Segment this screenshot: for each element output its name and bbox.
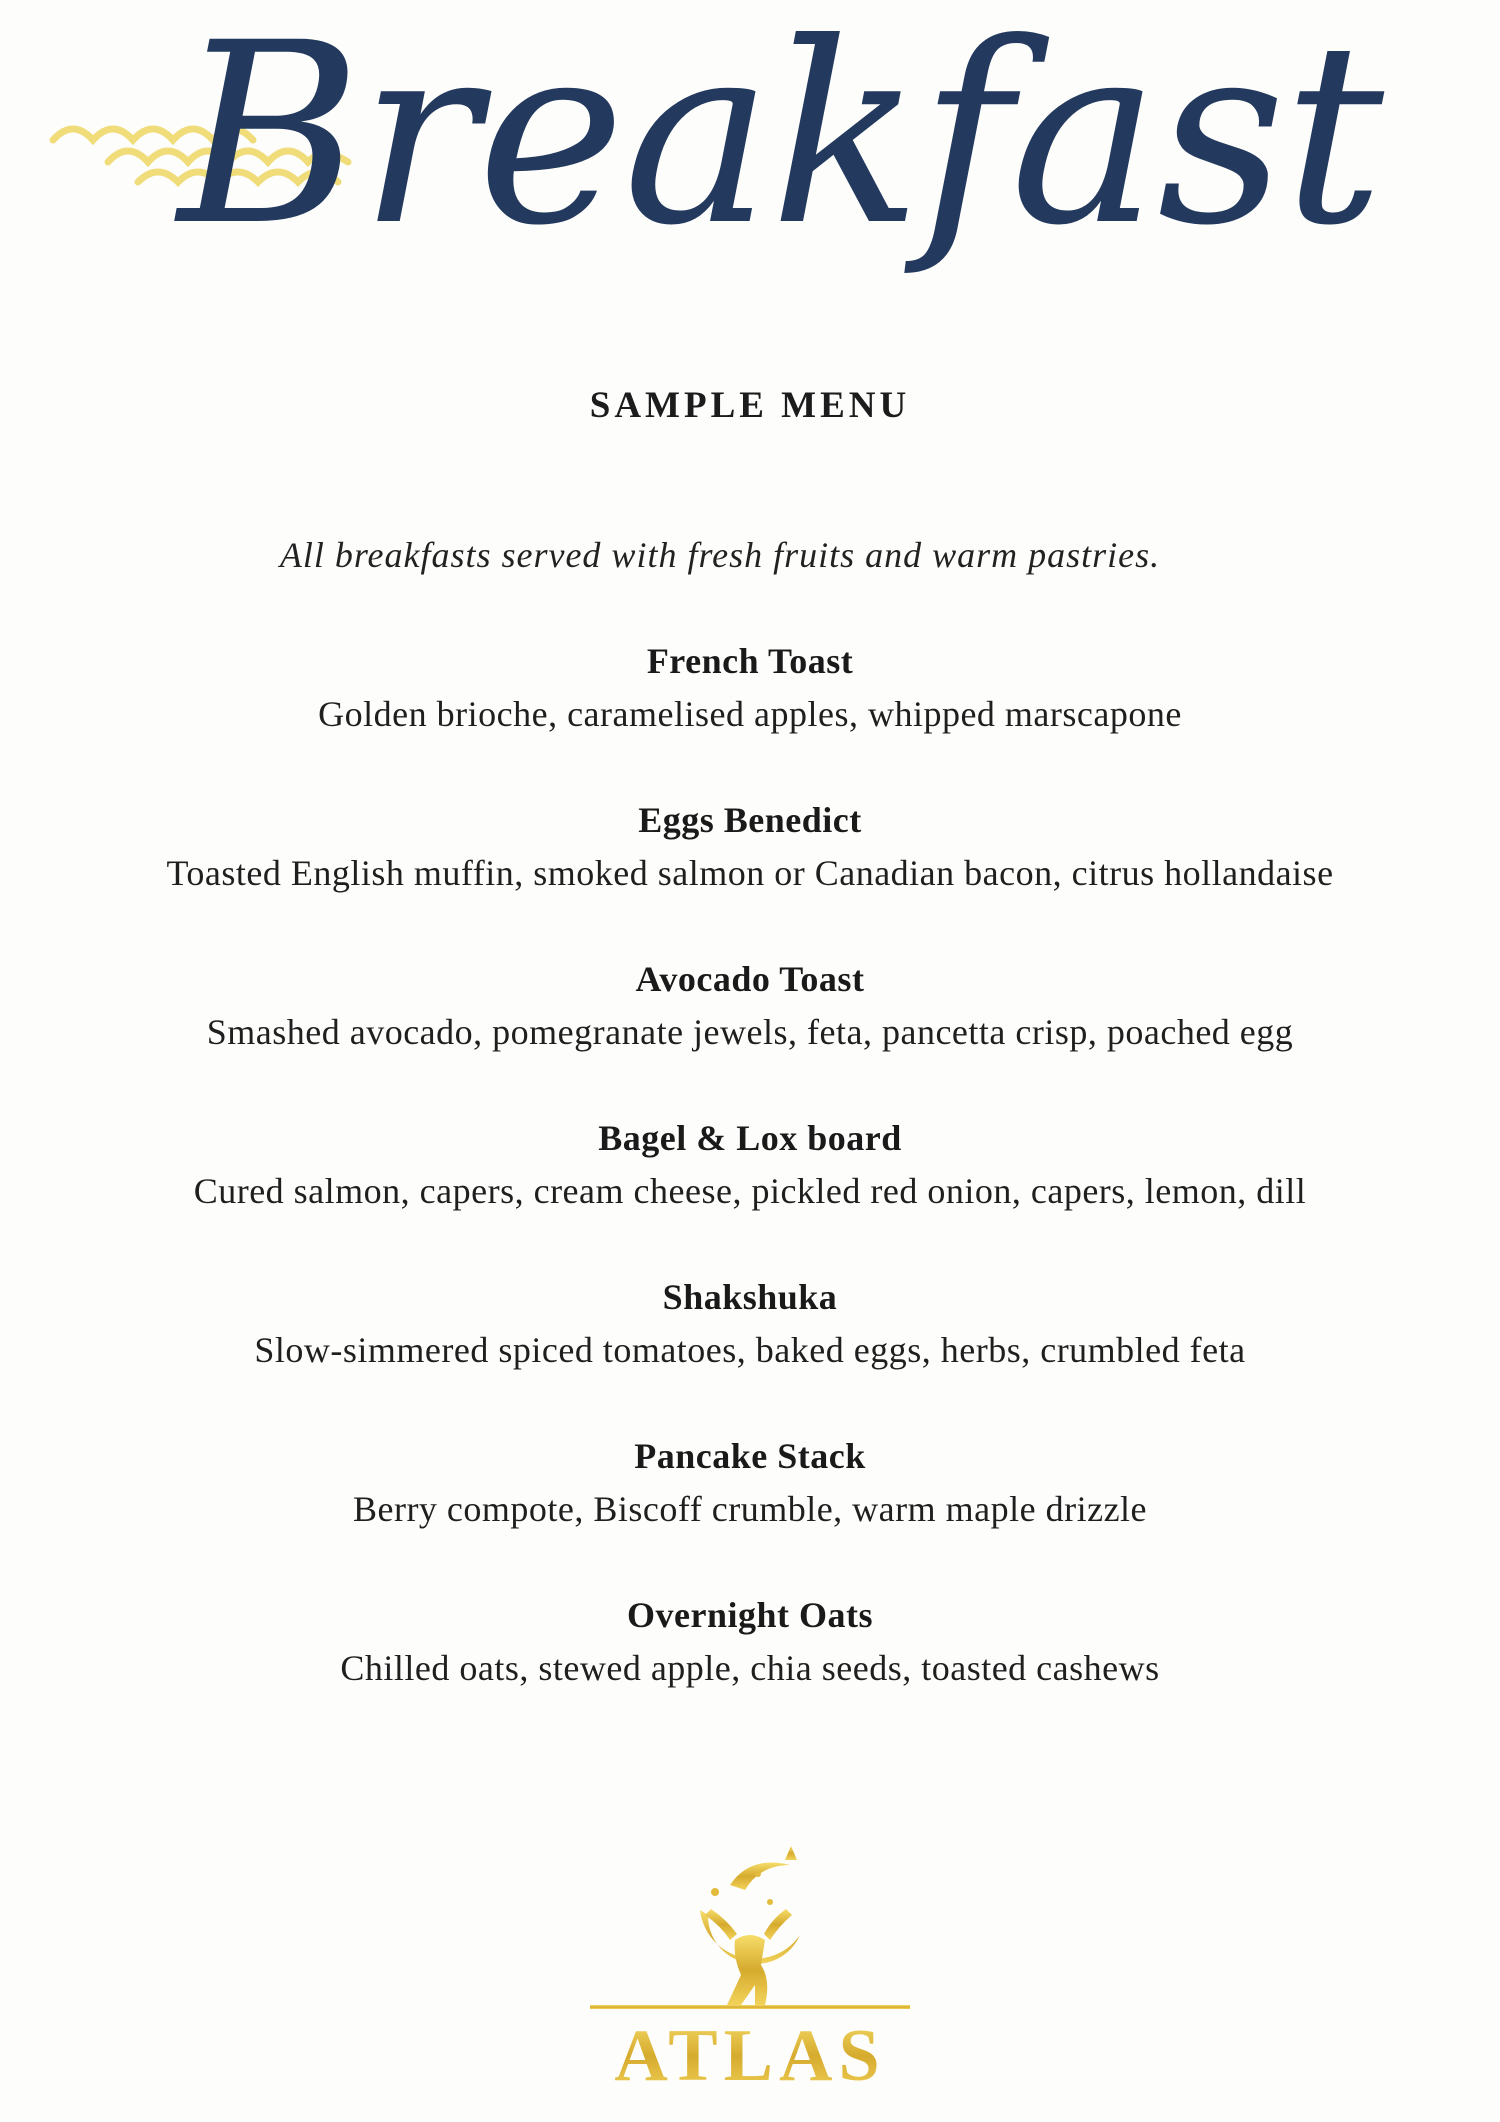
atlas-logo — [580, 1840, 920, 2090]
menu-item-description: Berry compote, Biscoff crumble, warm maple drizzle — [352, 1489, 1148, 1529]
menu-item — [0, 797, 1500, 956]
menu-item — [0, 1115, 1500, 1274]
menu-intro: All breakfasts served with fresh fruits and warm pastries. — [279, 535, 1161, 575]
page-title: Breakfast — [177, 0, 1383, 280]
menu-item-description: Smashed avocado, pomegranate jewels, feta, pancetta crisp, poached egg — [206, 1012, 1294, 1052]
menu-item — [0, 1592, 1500, 1751]
menu-subtitle: SAMPLE MENU — [589, 385, 911, 426]
menu-item-name: Overnight Oats — [627, 1595, 873, 1635]
menu-item-name: Pancake Stack — [634, 1436, 866, 1476]
atlas-figure-icon — [590, 1846, 910, 2009]
menu-item-description: Golden brioche, caramelised apples, whipped marscapone — [318, 694, 1182, 734]
menu-item-name: Shakshuka — [662, 1277, 838, 1317]
menu-item — [0, 1274, 1500, 1433]
menu-item-description: Toasted English muffin, smoked salmon or Canadian bacon, citrus hollandaise — [166, 853, 1334, 893]
menu-item — [0, 956, 1500, 1115]
menu-item-description: Chilled oats, stewed apple, chia seeds, toasted cashews — [340, 1648, 1160, 1688]
menu-item-name: French Toast — [646, 641, 854, 681]
menu-list — [0, 638, 1500, 1751]
menu-item-description: Cured salmon, capers, cream cheese, pickled red onion, capers, lemon, dill — [193, 1171, 1307, 1211]
menu-item-name: Eggs Benedict — [638, 800, 862, 840]
menu-item — [0, 638, 1500, 797]
atlas-logo-text: ATLAS — [614, 2015, 886, 2090]
menu-item-description: Slow-simmered spiced tomatoes, baked eggs, herbs, crumbled feta — [254, 1330, 1246, 1370]
menu-item — [0, 1433, 1500, 1592]
menu-item-name: Avocado Toast — [635, 959, 865, 999]
menu-item-name: Bagel & Lox board — [598, 1118, 902, 1158]
